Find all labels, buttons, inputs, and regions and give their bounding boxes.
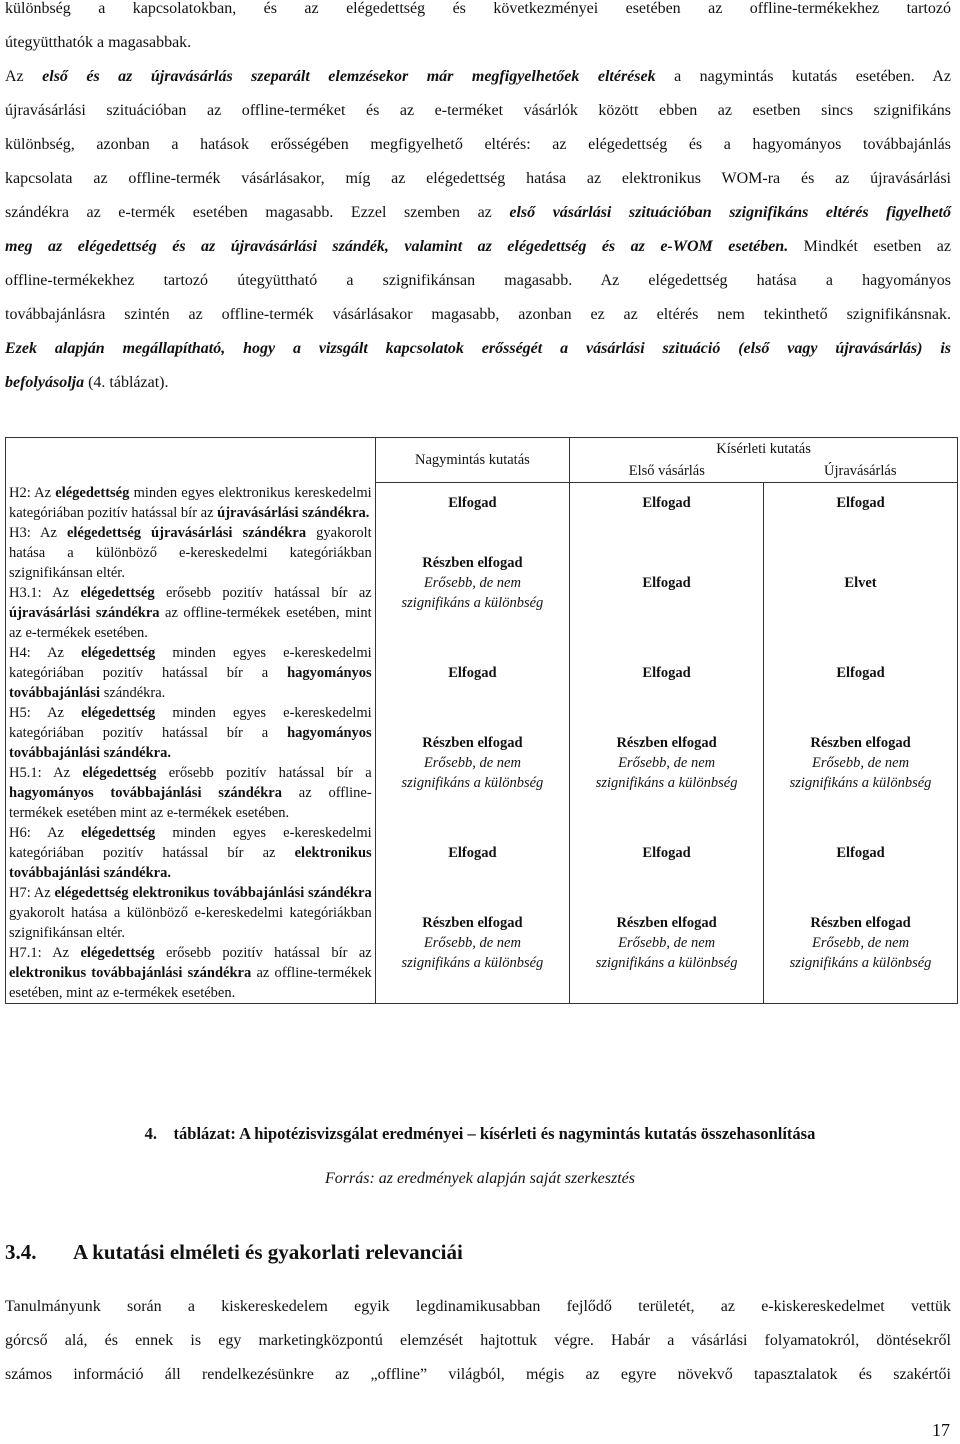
table-row (6, 703, 958, 763)
hypothesis-keyword: elektronikus továbbajánlási szándékra (9, 964, 252, 981)
section-number: 3.4. (5, 1240, 37, 1264)
result-cell (764, 483, 958, 523)
table-row (6, 643, 958, 703)
result-cell (375, 703, 569, 823)
header-large-sample: Nagymintás kutatás (375, 438, 569, 483)
result-verdict: Részben elfogad (422, 914, 523, 931)
outro-paragraph (5, 1290, 951, 1392)
result-cell (764, 883, 958, 1004)
result-verdict: Elfogad (642, 574, 691, 591)
hypothesis-table (5, 437, 958, 1004)
hypothesis-text: H3.1: Az (9, 584, 81, 601)
result-note: Erősebb, de nem (423, 574, 521, 591)
result-note: szignifikáns a különbség (789, 774, 932, 791)
result-cell (570, 703, 764, 823)
result-verdict: Részben elfogad (810, 734, 911, 751)
hypothesis-text: H3: Az (9, 524, 67, 541)
result-cell (764, 643, 958, 703)
result-note: Erősebb, de nem (618, 754, 716, 771)
result-note: szignifikáns a különbség (789, 954, 932, 971)
text-line: Tanulmányunk során a kiskereskedelem egyik legdinamikusabban fejlődő területét, az e-kiskereskedelmet vettük (5, 1298, 951, 1315)
hypothesis-keyword: elektronikus továbbajánlási szándékra. (9, 844, 372, 881)
hypothesis-text: H6: Az (9, 824, 82, 841)
hypothesis-text: H5: Az (9, 704, 82, 721)
hypothesis-text: minden egyes e-kereskedelmi kategóriában pozitív hatással bír a (9, 644, 372, 681)
hypothesis-text: az offline-termékek esetében, mint az e-termékek esetében. (9, 604, 372, 641)
hypothesis-keyword: hagyományos továbbajánlási szándékra. (9, 724, 372, 761)
hypothesis-text: H7.1: Az (9, 944, 81, 961)
text-line: offline-termékekhez tartozó útegyüttható a szignifikánsan magasabb. Az elégedettség hatása a hagyományos (5, 272, 951, 289)
result-verdict: Részben elfogad (616, 734, 717, 751)
result-cell (570, 643, 764, 703)
hypothesis-cell (6, 763, 376, 823)
result-note: szignifikáns a különbség (401, 954, 544, 971)
text-line (5, 332, 951, 366)
header-repurchase: Újravásárlás (764, 460, 958, 483)
result-verdict: Részben elfogad (616, 914, 717, 931)
text-line: számos információ áll rendelkezésünkre az „offline” világból, mégis az egyre növekvő tapasztalatok és szakértői (5, 1366, 951, 1383)
hypothesis-keyword: elégedettség elektronikus továbbajánlási szándékra (54, 884, 372, 901)
result-cell (764, 703, 958, 823)
hypothesis-text: H5.1: Az (9, 764, 83, 781)
result-cell (375, 883, 569, 1004)
text-span: Mindkét esetben az (788, 238, 951, 255)
header-first-purchase: Első vásárlás (570, 460, 764, 483)
hypothesis-cell (6, 883, 376, 943)
result-cell (570, 523, 764, 643)
hypothesis-cell (6, 483, 376, 523)
section-title: A kutatási elméleti és gyakorlati relevanciái (73, 1240, 463, 1264)
hypothesis-text: erősebb pozitív hatással bír az (154, 944, 372, 961)
hypothesis-keyword: újravásárlási szándékra. (217, 504, 370, 521)
hypothesis-text: minden egyes e-kereskedelmi kategóriában pozitív hatással bír az (9, 824, 372, 861)
hypothesis-keyword: elégedettség (81, 704, 156, 721)
result-verdict: Részben elfogad (422, 554, 523, 571)
text-line: górcső alá, és ennek is egy marketingközpontú elemzését hajtottuk végre. Habár a vásárlási folyamatokról, döntésekről (5, 1332, 951, 1349)
text-line: különbség, azonban a hatások erősségében megfigyelhető eltérés: az elégedettség és a hagyományos továbbajánlás (5, 136, 951, 153)
text-span: szándékra az e-termék esetében magasabb. Ezzel szemben az (5, 204, 510, 221)
text-line: újravásárlási szituációban az offline-terméket és az e-terméket vásárlók között ebben az esetben sincs szignifikáns (5, 102, 951, 119)
hypothesis-text: H4: Az (9, 644, 82, 661)
section-heading (5, 1240, 463, 1265)
hypothesis-keyword: elégedettség (82, 764, 157, 781)
table-source: Forrás: az eredmények alapján saját szerkesztés (324, 1170, 636, 1187)
text-span: Az (5, 68, 43, 85)
hypothesis-text: erősebb pozitív hatással bír a (156, 764, 372, 781)
result-verdict: Elfogad (836, 494, 885, 511)
hypothesis-text: az offline-termékek esetében mint az e-termékek esetében. (9, 784, 372, 821)
result-note: szignifikáns a különbség (595, 774, 738, 791)
result-cell (764, 523, 958, 643)
text-line (5, 196, 951, 230)
result-cell (375, 483, 569, 523)
result-cell (570, 483, 764, 523)
hypothesis-text: az offline-termékek esetében, mint az e-termékek esetében. (9, 964, 372, 1001)
result-verdict: Elfogad (448, 844, 497, 861)
result-verdict: Részben elfogad (422, 734, 523, 751)
hypothesis-keyword: elégedettség (55, 484, 130, 501)
text-line: különbség a kapcsolatokban, és az elégedettség és következményei esetében az offline-termékekhez tartozó (5, 0, 951, 17)
result-verdict: Elfogad (448, 494, 497, 511)
result-verdict: Elfogad (642, 844, 691, 861)
result-note: Erősebb, de nem (618, 934, 716, 951)
result-verdict: Elfogad (642, 664, 691, 681)
hypothesis-cell (6, 943, 376, 1004)
result-verdict: Elfogad (836, 664, 885, 681)
hypothesis-text: minden egyes elektronikus kereskedelmi kategóriában pozitív hatással bír az (9, 484, 372, 521)
table-row (6, 823, 958, 883)
hypothesis-text: szándékra. (100, 684, 166, 701)
hypothesis-keyword: elégedettség (81, 824, 156, 841)
text-line: kapcsolata az offline-termék vásárlásakor, míg az elégedettség hatása az elektronikus WOM-ra és az újravásárlási (5, 170, 951, 187)
hypothesis-keyword: elégedettség (80, 584, 155, 601)
intro-paragraph (5, 0, 951, 400)
result-note: Erősebb, de nem (423, 754, 521, 771)
hypothesis-keyword: hagyományos továbbajánlási szándékra (9, 784, 282, 801)
text-line (5, 60, 951, 94)
table-row (6, 523, 958, 583)
text-line: továbbajánlásra szintén az offline-termék vásárlásakor magasabb, azonban ez az eltérés nem tekinthető szignifikánsnak. (5, 306, 951, 323)
text-span: (4. táblázat). (84, 374, 169, 391)
result-note: szignifikáns a különbség (595, 954, 738, 971)
table-row (6, 483, 958, 523)
hypothesis-text: H7: Az (9, 884, 55, 901)
result-cell (375, 523, 569, 643)
result-verdict: Elvet (844, 574, 877, 591)
table-header-row (6, 438, 958, 461)
hypothesis-text: minden egyes e-kereskedelmi kategóriában pozitív hatással bír a (9, 704, 372, 741)
result-note: Erősebb, de nem (812, 934, 910, 951)
result-cell (375, 823, 569, 883)
hypothesis-text: erősebb pozitív hatással bír az (154, 584, 372, 601)
result-verdict: Elfogad (836, 844, 885, 861)
hypothesis-keyword: újravásárlási szándékra (9, 604, 160, 621)
result-verdict: Elfogad (448, 664, 497, 681)
header-experimental-group: Kísérleti kutatás (570, 438, 958, 461)
hypothesis-cell (6, 703, 376, 763)
result-note: Erősebb, de nem (423, 934, 521, 951)
result-cell (570, 823, 764, 883)
text-line (5, 230, 951, 264)
page-number: 17 (932, 1420, 950, 1440)
hypothesis-cell (6, 583, 376, 643)
result-cell (375, 643, 569, 703)
emphasis-span: első és az újravásárlás szeparált elemzésekor már megfigyelhetőek eltérések (42, 68, 656, 85)
hypothesis-keyword: elégedettség (81, 644, 156, 661)
text-line (5, 366, 951, 400)
hypothesis-keyword: elégedettség újravásárlási szándékra (66, 524, 307, 541)
emphasis-span: meg az elégedettség és az újravásárlási szándék, valamint az elégedettség és az e-WOM esetében. (5, 238, 789, 255)
hypothesis-cell (6, 823, 376, 883)
emphasis-span: befolyásolja (5, 374, 85, 391)
text-line: útegyütthatók a magasabbak. (5, 34, 192, 51)
emphasis-span: Ezek alapján megállapítható, hogy a vizsgált kapcsolatok erősségét a vásárlási szituáció (első vagy újravásárlás) is (5, 340, 951, 357)
text-span: a nagymintás kutatás esetében. Az (655, 68, 952, 85)
table-row (6, 883, 958, 943)
hypothesis-text: H2: Az (9, 484, 56, 501)
emphasis-span: első vásárlási szituációban szignifikáns eltérés figyelhető (509, 204, 951, 221)
result-verdict: Részben elfogad (810, 914, 911, 931)
hypothesis-keyword: hagyományos továbbajánlási (9, 664, 372, 701)
result-note: szignifikáns a különbség (401, 594, 544, 611)
header-empty-cell (6, 438, 376, 483)
hypothesis-text: gyakorolt hatása a különböző e-kereskedelmi kategóriákban szignifikánsan eltér. (9, 904, 372, 941)
hypothesis-keyword: elégedettség (80, 944, 155, 961)
hypothesis-text: gyakorolt hatása a különböző e-kereskedelmi kategóriákban szignifikánsan eltér. (9, 524, 372, 581)
result-cell (764, 823, 958, 883)
table-caption: 4. táblázat: A hipotézisvizsgálat eredményei – kísérleti és nagymintás kutatás összehasonlítása (144, 1124, 816, 1143)
result-note: Erősebb, de nem (812, 754, 910, 771)
result-cell (570, 883, 764, 1004)
result-note: szignifikáns a különbség (401, 774, 544, 791)
hypothesis-cell (6, 523, 376, 583)
hypothesis-cell (6, 643, 376, 703)
result-verdict: Elfogad (642, 494, 691, 511)
